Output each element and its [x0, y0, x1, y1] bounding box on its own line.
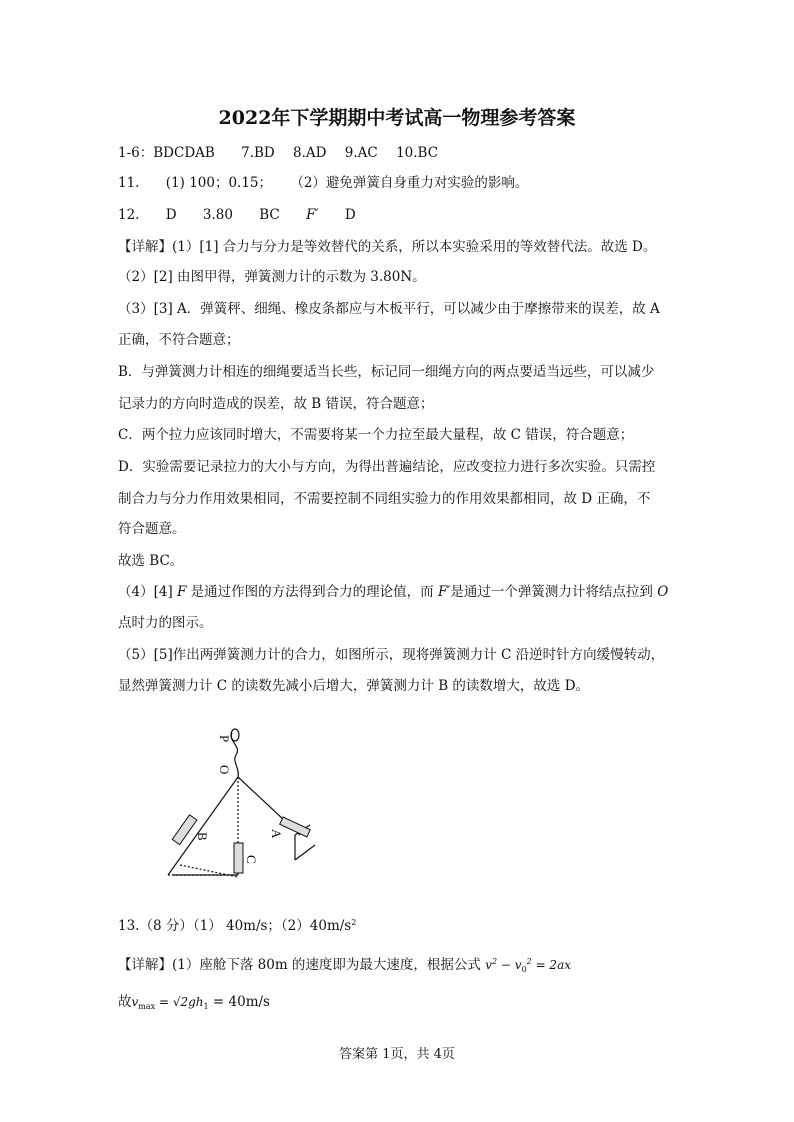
formula-part: = 2ax	[531, 958, 571, 972]
spring-scale-C	[234, 843, 243, 873]
detail-text: （4）[4]	[118, 584, 178, 600]
q12-answer-3: BC	[259, 207, 280, 223]
answer-13	[118, 913, 356, 936]
formula-part: v	[485, 958, 492, 972]
detail-paragraph: C．两个拉力应该同时增大，不需要将某一个力拉至最大量程，故 C 错误，符合题意；	[118, 427, 634, 443]
string-B	[168, 777, 238, 875]
q12-answer-4: F′	[306, 207, 319, 223]
page-title: 2022年下学期期中考试高一物理参考答案	[218, 107, 576, 129]
symbol-F-prime: F′	[437, 584, 451, 600]
q13-answer-2: 40m/s	[309, 918, 352, 934]
formula-part: 0	[521, 965, 527, 974]
detail-paragraph	[118, 582, 668, 602]
detail-paragraph: 符合题意。	[118, 521, 186, 537]
q12-answer-1: D	[165, 207, 177, 223]
q11-part1: (1) 100；0.15；	[165, 175, 273, 191]
detail-paragraph: 制合力与分力作用效果相同，不需要控制不同组实验力的作用效果都相同，故 D 正确，不	[118, 491, 651, 507]
q13-answer: 13.（8 分）（1） 40m/s；（2）	[118, 918, 310, 934]
detail-text: 是通过作图的方法得到合力的理论值，而	[186, 584, 438, 600]
q13-detail	[118, 952, 571, 980]
detail-paragraph: 正确，不符合题意；	[118, 332, 240, 348]
answer-7: 7.BD	[241, 145, 275, 161]
answer-1-6: 1-6：BDCDAB	[118, 145, 215, 161]
hook-A	[295, 845, 315, 860]
vmax-value: = 40m/s	[208, 994, 270, 1010]
detail-paragraph: 故选 BC。	[118, 553, 184, 569]
detail-paragraph: （2）[2] 由图甲得，弹簧测力计的示数为 3.80N。	[118, 269, 426, 285]
q12-answer-5: D	[344, 207, 356, 223]
kinematics-formula	[485, 958, 571, 972]
detail-text: 故	[118, 994, 132, 1010]
label-B: B	[195, 832, 210, 841]
detail-text: 是通过一个弹簧测力计将结点拉到	[450, 584, 658, 600]
formula-part: = √2gh	[155, 995, 204, 1009]
vmax-formula	[132, 995, 209, 1009]
q12-answer-2: 3.80	[202, 207, 233, 223]
force-diagram	[150, 725, 370, 885]
q13-result	[118, 992, 270, 1017]
formula-part: 2	[526, 957, 532, 966]
answer-8: 8.AD	[293, 145, 327, 161]
detail-paragraph: 显然弹簧测力计 C 的读数先减小后增大，弹簧测力计 B 的读数增大，故选 D。	[118, 678, 590, 694]
answers-1-10	[118, 143, 438, 163]
answer-10: 10.BC	[396, 145, 439, 161]
detail-text: 【详解】(1）座舱下落 80m 的速度即为最大速度，根据公式	[118, 957, 481, 973]
page-footer: 答案第 1页，共 4页	[339, 1047, 455, 1062]
detail-paragraph: （5）[5]作出两弹簧测力计的合力，如图所示，现将弹簧测力计 C 沿逆时针方向缓慢转动，	[118, 647, 665, 663]
detail-paragraph: 【详解】(1）[1] 合力与分力是等效替代的关系，所以本实验采用的等效替代法。故选 D。	[118, 239, 657, 255]
detail-paragraph: B．与弹簧测力计相连的细绳要适当长些，标记同一细绳方向的两点要适当远些，可以减少	[118, 364, 655, 380]
label-A: A	[269, 829, 284, 839]
q11-number: 11.	[118, 175, 140, 191]
symbol-O: O	[657, 584, 669, 600]
symbol-F: F	[177, 584, 187, 600]
formula-part: 2	[492, 957, 498, 966]
q12-number: 12.	[118, 207, 140, 223]
q11-part2: （2）避免弹簧自身重力对实验的影响。	[290, 175, 529, 191]
detail-paragraph: （3）[3] A．弹簧秤、细绳、橡皮条都应与木板平行，可以减少由于摩擦带来的误差，故 A	[118, 301, 660, 317]
label-C: C	[244, 855, 259, 864]
answer-11	[118, 173, 528, 193]
formula-part: − v	[497, 958, 522, 972]
label-P: P	[217, 735, 232, 743]
formula-part: max	[138, 1002, 156, 1011]
answer-12	[118, 205, 356, 225]
formula-part: 1	[203, 1002, 209, 1011]
detail-paragraph: 点时力的图示。	[118, 615, 213, 631]
detail-paragraph: 记录力的方向时造成的误差，故 B 错误，符合题意；	[118, 396, 434, 412]
formula-part: v	[131, 995, 139, 1009]
answer-9: 9.AC	[344, 145, 378, 161]
label-O: O	[217, 765, 232, 775]
detail-paragraph: D．实验需要记录拉力的大小与方向，为得出普遍结论，应改变拉力进行多次实验。只需控	[118, 459, 656, 475]
q13-answer-2-exponent: 2	[351, 918, 357, 927]
